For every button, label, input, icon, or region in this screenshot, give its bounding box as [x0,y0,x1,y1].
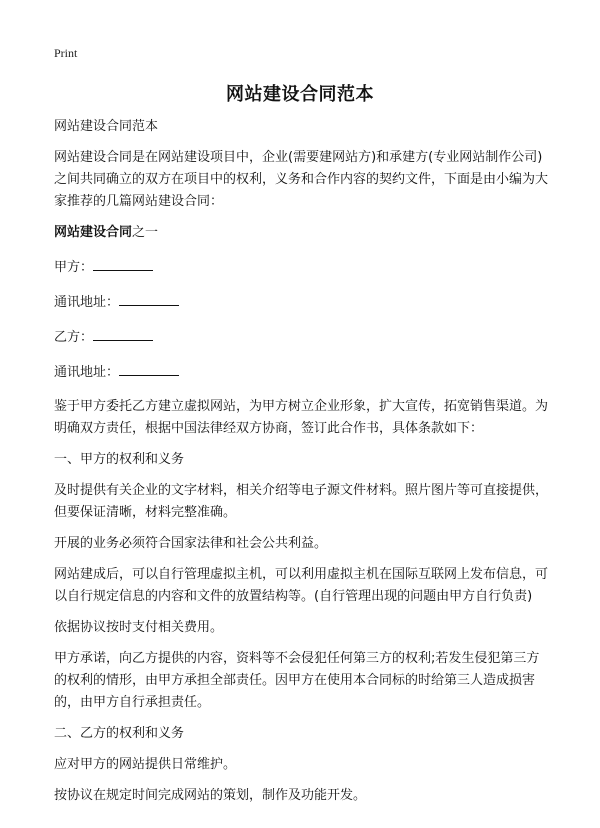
party-a-field [54,256,548,279]
section1-paragraph-2: 开展的业务必须符合国家法律和社会公共利益。 [54,536,328,551]
section2-title: 二、乙方的权利和义务 [54,726,185,741]
section1-paragraph-3: 网站建成后，可以自行管理虚拟主机，可以利用虚拟主机在国际互联网上发布信息，可以自行规定信息的内容和文件的放置结构等。(自行管理出现的问题由甲方自行负责) [54,567,549,604]
section2-paragraph-2: 按协议在规定时间完成网站的策划，制作及功能开发。 [54,788,367,803]
party-b-field [54,326,548,349]
intro-paragraph: 网站建设合同是在网站建设项目中，企业(需要建网站方)和承建方(专业网站制作公司)之间共同确立的双方在项目中的权利，义务和合作内容的契约文件，下面是由小编为大家推荐的几篇网站建设合同： [54,150,549,209]
address-a-blank [119,291,179,306]
party-a-label: 甲方： [54,260,94,275]
document-title: 网站建设合同范本 [226,84,374,105]
section1-paragraph-1: 及时提供有关企业的文字材料，相关介绍等电子源文件材料。照片图片等可直接提供，但要保证清晰，材料完整准确。 [54,483,549,520]
party-b-blank [93,326,153,341]
party-a-blank [93,256,153,271]
section-heading [54,222,548,244]
address-a-label: 通讯地址： [54,295,120,310]
section1-paragraph-4: 依据协议按时支付相关费用。 [54,620,224,635]
section2-paragraph-1: 应对甲方的网站提供日常维护。 [54,757,237,772]
preamble-paragraph: 鉴于甲方委托乙方建立虚拟网站，为甲方树立企业形象，扩大宣传，拓宽销售渠道。为明确双方责任，根据中国法律经双方协商，签订此合作书，具体条款如下： [54,399,549,436]
address-b-field [54,361,548,384]
address-a-field [54,291,548,314]
party-b-label: 乙方： [54,330,94,345]
section-heading-rest: 之一 [132,225,159,240]
document-body [54,116,548,816]
section-heading-bold: 网站建设合同 [54,225,133,240]
print-label: Print [54,46,78,60]
address-b-blank [119,361,179,376]
section1-title: 一、甲方的权利和义务 [54,452,185,467]
address-b-label: 通讯地址： [54,365,120,380]
section1-paragraph-5: 甲方承诺，向乙方提供的内容，资料等不会侵犯任何第三方的权利;若发生侵犯第三方的权利的情形，由甲方承担全部责任。因甲方在使用本合同标的时给第三人造成损害的，由甲方自行承担责任。 [54,651,540,710]
document-subtitle: 网站建设合同范本 [54,119,159,134]
